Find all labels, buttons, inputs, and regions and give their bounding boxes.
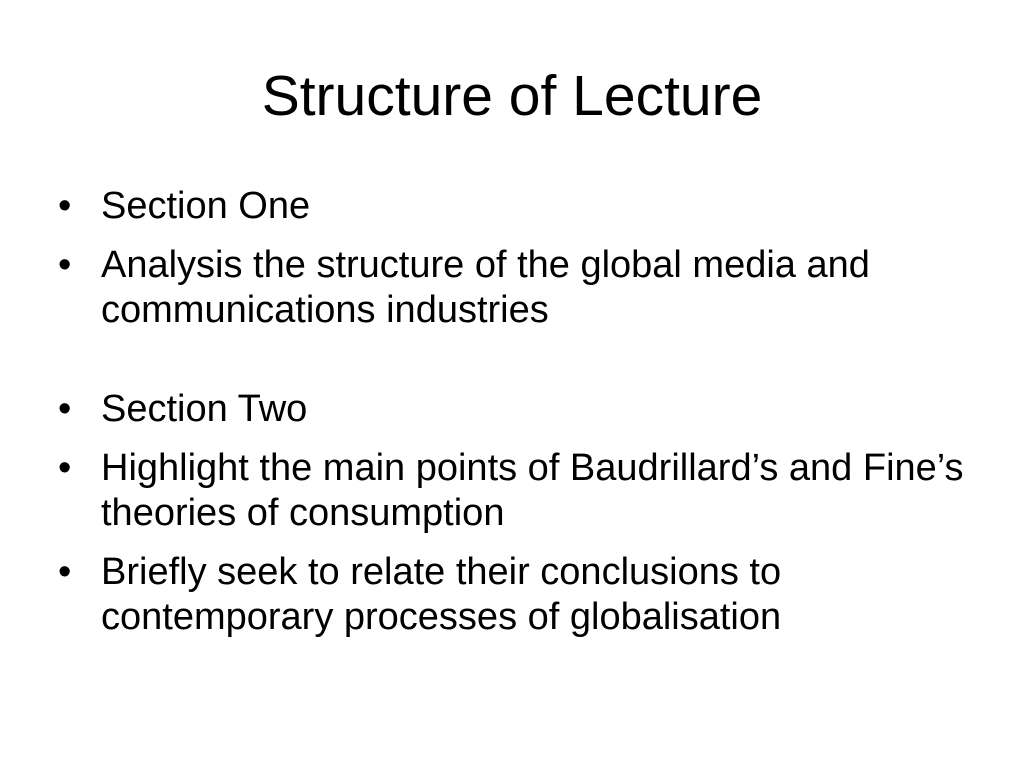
bullet-text: Analysis the structure of the global media and communications industries	[101, 244, 870, 331]
bullet-text: Section One	[101, 185, 311, 227]
bullet-item-analysis	[58, 243, 978, 333]
bullet-dot-icon: •	[58, 244, 72, 286]
bullet-item-briefly	[58, 550, 978, 640]
bullet-dot-icon: •	[58, 388, 72, 430]
bullet-list	[58, 184, 978, 654]
bullet-text: Briefly seek to relate their conclusions to contemporary processes of globalisation	[101, 551, 782, 638]
bullet-text: Section Two	[101, 388, 308, 430]
bullet-item-highlight	[58, 446, 978, 536]
bullet-text: Highlight the main points of Baudrillard’s and Fine’s theories of consumption	[101, 447, 964, 534]
bullet-item-section-one	[58, 184, 978, 229]
bullet-item-section-two	[58, 387, 978, 432]
slide-title: Structure of Lecture	[261, 64, 763, 128]
bullet-dot-icon: •	[58, 447, 72, 489]
bullet-dot-icon: •	[58, 551, 72, 593]
bullet-dot-icon: •	[58, 185, 72, 227]
